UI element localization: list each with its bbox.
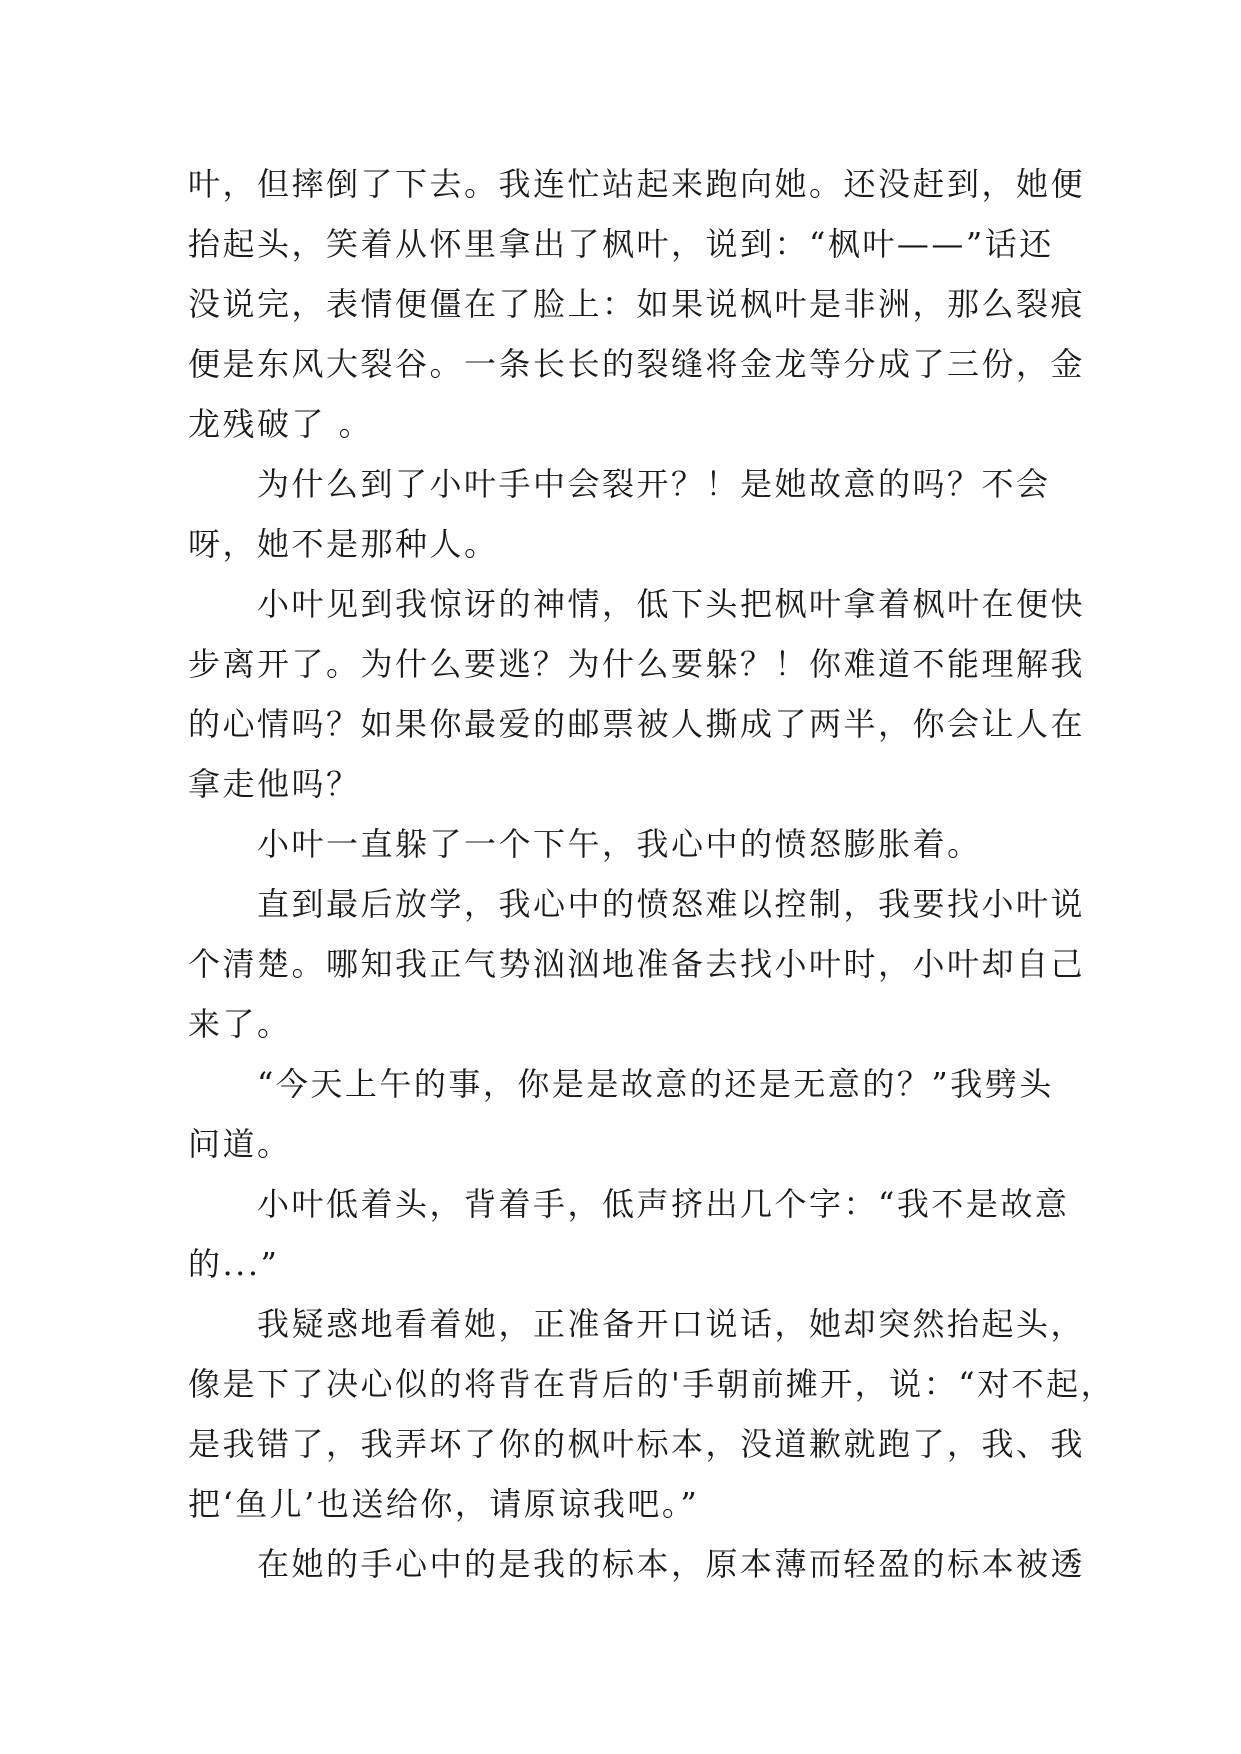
text-line: 把‘鱼儿’也送给你，请原谅我吧。”	[188, 1485, 700, 1523]
text-line: 的心情吗？如果你最爱的邮票被人撕成了两半，你会让人在	[188, 705, 1086, 743]
text-line: 呀，她不是那种人。	[188, 525, 499, 563]
text-line: 叶，但摔倒了下去。我连忙站起来跑向她。还没赶到，她便	[188, 165, 1086, 203]
text-line: 个清楚。哪知我正气势汹汹地准备去找小叶时，小叶却自己	[188, 945, 1086, 983]
text-line: 问道。	[188, 1125, 292, 1163]
text-line: 龙残破了 。	[188, 405, 374, 443]
text-line: 步离开了。为什么要逃？为什么要躲？！你难道不能理解我	[188, 645, 1086, 683]
text-line: 我疑惑地看着她，正准备开口说话，她却突然抬起头，	[188, 1305, 1086, 1343]
text-line: 为什么到了小叶手中会裂开？！是她故意的吗？不会	[188, 465, 1051, 503]
text-line: 便是东风大裂谷。一条长长的裂缝将金龙等分成了三份，金	[188, 345, 1086, 383]
text-line: 小叶一直躲了一个下午，我心中的愤怒膨胀着。	[188, 825, 982, 863]
text-line: 来了。	[188, 1005, 292, 1043]
text-line: 没说完，表情便僵在了脸上：如果说枫叶是非洲，那么裂痕	[188, 285, 1086, 323]
text-line: 抬起头，笑着从怀里拿出了枫叶，说到：“枫叶——”话还	[188, 225, 1054, 263]
text-line: 是我错了，我弄坏了你的枫叶标本，没道歉就跑了，我、我	[188, 1425, 1086, 1463]
text-line: 在她的手心中的是我的标本，原本薄而轻盈的标本被透	[188, 1545, 1086, 1583]
document-body	[188, 154, 1116, 1594]
text-line: 小叶见到我惊讶的神情，低下头把枫叶拿着枫叶在便快	[188, 585, 1086, 623]
text-line: 的...”	[188, 1245, 280, 1283]
text-line: 直到最后放学，我心中的愤怒难以控制，我要找小叶说	[188, 885, 1086, 923]
text-line: 拿走他吗？	[188, 765, 361, 803]
text-line: “今天上午的事，你是是故意的还是无意的？”我劈头	[188, 1065, 1054, 1103]
text-line: 小叶低着头，背着手，低声挤出几个字：“我不是故意	[188, 1185, 1070, 1223]
text-line: 像是下了决心似的将背在背后的'手朝前摊开，说：“对不起，	[188, 1365, 1116, 1403]
